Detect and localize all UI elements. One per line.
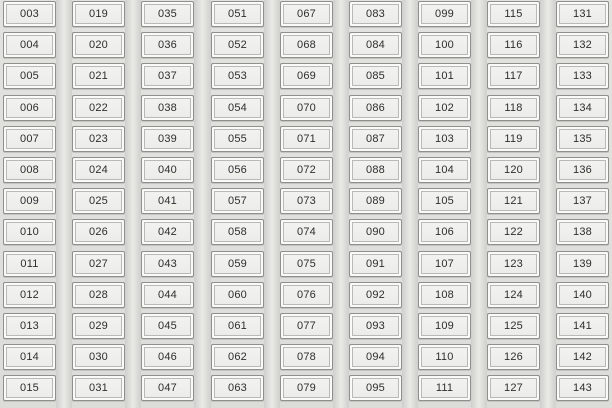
mailbox-door bbox=[72, 1, 125, 27]
mailbox-door bbox=[418, 32, 471, 58]
mailbox-door bbox=[349, 313, 402, 339]
mailbox-number-label: 054 bbox=[228, 102, 247, 114]
mailbox-door bbox=[141, 282, 194, 308]
mailbox-number-label: 023 bbox=[89, 133, 108, 145]
mailbox-number-label: 022 bbox=[89, 102, 108, 114]
mailbox-number-label: 009 bbox=[20, 195, 39, 207]
mailbox-door bbox=[72, 344, 125, 370]
mailbox-number-label: 003 bbox=[20, 8, 39, 20]
mailbox-number-label: 124 bbox=[504, 289, 523, 301]
mailbox-number-label: 127 bbox=[504, 382, 523, 394]
column-gap bbox=[125, 0, 141, 408]
mailbox-number-label: 019 bbox=[89, 8, 108, 20]
mailbox-number-label: 029 bbox=[89, 320, 108, 332]
mailbox-door bbox=[349, 188, 402, 214]
mailbox-number-label: 126 bbox=[504, 351, 523, 363]
mailbox-number-label: 094 bbox=[366, 351, 385, 363]
mailbox-number-label: 104 bbox=[435, 164, 454, 176]
mailbox-number-label: 038 bbox=[158, 102, 177, 114]
mailbox-door bbox=[141, 219, 194, 245]
mailbox-number-label: 103 bbox=[435, 133, 454, 145]
mailbox-door bbox=[349, 219, 402, 245]
mailbox-number-label: 116 bbox=[504, 39, 523, 51]
mailbox-number-label: 136 bbox=[573, 164, 592, 176]
mailbox-door bbox=[3, 157, 56, 183]
mailbox-number-label: 140 bbox=[573, 289, 592, 301]
mailbox-door bbox=[418, 344, 471, 370]
mailbox-door bbox=[349, 375, 402, 401]
mailbox-number-label: 043 bbox=[158, 258, 177, 270]
mailbox-door bbox=[141, 63, 194, 89]
mailbox-door bbox=[487, 251, 540, 277]
mailbox-door bbox=[556, 251, 609, 277]
mailbox-number-label: 012 bbox=[20, 289, 39, 301]
mailbox-number-label: 005 bbox=[20, 70, 39, 82]
mailbox-number-label: 088 bbox=[366, 164, 385, 176]
mailbox-door bbox=[141, 375, 194, 401]
mailbox-number-label: 138 bbox=[573, 226, 592, 238]
mailbox-door bbox=[280, 375, 333, 401]
mailbox-door bbox=[141, 157, 194, 183]
mailbox-door bbox=[556, 344, 609, 370]
mailbox-door bbox=[280, 1, 333, 27]
mailbox-number-label: 110 bbox=[435, 351, 454, 363]
mailbox-number-label: 059 bbox=[228, 258, 247, 270]
mailbox-number-label: 143 bbox=[573, 382, 592, 394]
mailbox-number-label: 041 bbox=[158, 195, 177, 207]
mailbox-door bbox=[211, 32, 264, 58]
mailbox-number-label: 084 bbox=[366, 39, 385, 51]
mailbox-number-label: 046 bbox=[158, 351, 177, 363]
mailbox-number-label: 135 bbox=[573, 133, 592, 145]
mailbox-number-label: 010 bbox=[20, 226, 39, 238]
mailbox-number-label: 087 bbox=[366, 133, 385, 145]
mailbox-number-label: 131 bbox=[573, 8, 592, 20]
mailbox-number-label: 123 bbox=[504, 258, 523, 270]
mailbox-door bbox=[141, 188, 194, 214]
mailbox-door bbox=[3, 251, 56, 277]
mailbox-door bbox=[3, 375, 56, 401]
mailbox-door bbox=[72, 282, 125, 308]
mailbox-door bbox=[487, 157, 540, 183]
mailbox-number-label: 031 bbox=[89, 382, 108, 394]
mailbox-door bbox=[72, 313, 125, 339]
mailbox-door bbox=[349, 1, 402, 27]
mailbox-door bbox=[349, 126, 402, 152]
mailbox-door bbox=[141, 95, 194, 121]
mailbox-number-label: 099 bbox=[435, 8, 454, 20]
column-gap bbox=[402, 0, 418, 408]
mailbox-door bbox=[556, 157, 609, 183]
mailbox-door bbox=[3, 95, 56, 121]
mailbox-number-label: 039 bbox=[158, 133, 177, 145]
mailbox-number-label: 107 bbox=[435, 258, 454, 270]
mailbox-number-label: 141 bbox=[573, 320, 592, 332]
mailbox-number-label: 035 bbox=[158, 8, 177, 20]
mailbox-door bbox=[211, 1, 264, 27]
mailbox-door bbox=[556, 219, 609, 245]
mailbox-door bbox=[72, 126, 125, 152]
mailbox-number-label: 072 bbox=[297, 164, 316, 176]
mailbox-door bbox=[418, 188, 471, 214]
mailbox-number-label: 125 bbox=[504, 320, 523, 332]
mailbox-number-label: 044 bbox=[158, 289, 177, 301]
mailbox-number-label: 004 bbox=[20, 39, 39, 51]
mailbox-door bbox=[487, 313, 540, 339]
mailbox-door bbox=[211, 375, 264, 401]
mailbox-door bbox=[211, 126, 264, 152]
mailbox-door bbox=[418, 63, 471, 89]
mailbox-number-label: 011 bbox=[20, 258, 39, 270]
mailbox-door bbox=[280, 313, 333, 339]
mailbox-door bbox=[211, 282, 264, 308]
mailbox-door bbox=[72, 188, 125, 214]
mailbox-door bbox=[3, 188, 56, 214]
mailbox-door bbox=[141, 126, 194, 152]
mailbox-door bbox=[72, 95, 125, 121]
mailbox-number-label: 045 bbox=[158, 320, 177, 332]
mailbox-door bbox=[280, 282, 333, 308]
mailbox-door bbox=[72, 375, 125, 401]
mailbox-number-label: 040 bbox=[158, 164, 177, 176]
mailbox-door bbox=[418, 313, 471, 339]
mailbox-number-label: 100 bbox=[435, 39, 454, 51]
mailbox-door bbox=[72, 219, 125, 245]
mailbox-door bbox=[3, 63, 56, 89]
mailbox-door bbox=[211, 95, 264, 121]
mailbox-number-label: 067 bbox=[297, 8, 316, 20]
mailbox-door bbox=[211, 63, 264, 89]
mailbox-number-label: 062 bbox=[228, 351, 247, 363]
mailbox-door bbox=[556, 313, 609, 339]
mailbox-door bbox=[487, 95, 540, 121]
mailbox-number-label: 052 bbox=[228, 39, 247, 51]
mailbox-number-label: 105 bbox=[435, 195, 454, 207]
mailbox-door bbox=[72, 63, 125, 89]
mailbox-door bbox=[280, 188, 333, 214]
mailbox-number-label: 079 bbox=[297, 382, 316, 394]
mailbox-door bbox=[280, 219, 333, 245]
mailbox-number-label: 057 bbox=[228, 195, 247, 207]
mailbox-number-label: 073 bbox=[297, 195, 316, 207]
mailbox-number-label: 132 bbox=[573, 39, 592, 51]
mailbox-number-label: 083 bbox=[366, 8, 385, 20]
mailbox-door bbox=[349, 63, 402, 89]
mailbox-door bbox=[3, 313, 56, 339]
mailbox-number-label: 133 bbox=[573, 70, 592, 82]
mailbox-door bbox=[211, 188, 264, 214]
mailbox-door bbox=[3, 1, 56, 27]
mailbox-number-label: 137 bbox=[573, 195, 592, 207]
mailbox-door bbox=[211, 251, 264, 277]
mailbox-door bbox=[556, 375, 609, 401]
mailbox-number-label: 021 bbox=[89, 70, 108, 82]
mailbox-number-label: 024 bbox=[89, 164, 108, 176]
mailbox-number-label: 060 bbox=[228, 289, 247, 301]
mailbox-door bbox=[280, 157, 333, 183]
mailbox-door bbox=[487, 188, 540, 214]
mailbox-number-label: 109 bbox=[435, 320, 454, 332]
column-gap bbox=[194, 0, 211, 408]
mailbox-door bbox=[418, 375, 471, 401]
mailbox-number-label: 086 bbox=[366, 102, 385, 114]
mailbox-door bbox=[141, 32, 194, 58]
mailbox-door bbox=[3, 32, 56, 58]
mailbox-door bbox=[3, 126, 56, 152]
mailbox-number-label: 089 bbox=[366, 195, 385, 207]
mailbox-door bbox=[487, 1, 540, 27]
mailbox-door bbox=[3, 282, 56, 308]
mailbox-door bbox=[487, 63, 540, 89]
column-gap bbox=[264, 0, 280, 408]
mailbox-door bbox=[211, 157, 264, 183]
mailbox-door bbox=[280, 32, 333, 58]
mailbox-door bbox=[280, 344, 333, 370]
mailbox-number-label: 069 bbox=[297, 70, 316, 82]
mailbox-number-label: 007 bbox=[20, 133, 39, 145]
mailbox-number-label: 106 bbox=[435, 226, 454, 238]
mailbox-door bbox=[141, 1, 194, 27]
column-gap bbox=[333, 0, 349, 408]
mailbox-number-label: 053 bbox=[228, 70, 247, 82]
mailbox-door bbox=[556, 188, 609, 214]
mailbox-number-label: 118 bbox=[504, 102, 523, 114]
mailbox-number-label: 142 bbox=[573, 351, 592, 363]
mailbox-number-label: 077 bbox=[297, 320, 316, 332]
mailbox-number-label: 058 bbox=[228, 226, 247, 238]
mailbox-number-label: 102 bbox=[435, 102, 454, 114]
mailbox-number-label: 092 bbox=[366, 289, 385, 301]
mailbox-door bbox=[418, 157, 471, 183]
mailbox-number-label: 055 bbox=[228, 133, 247, 145]
mailbox-door bbox=[72, 157, 125, 183]
mailbox-number-label: 121 bbox=[504, 195, 523, 207]
column-gap bbox=[56, 0, 72, 408]
mailbox-door bbox=[349, 251, 402, 277]
mailbox-number-label: 108 bbox=[435, 289, 454, 301]
mailbox-number-label: 026 bbox=[89, 226, 108, 238]
mailbox-number-label: 070 bbox=[297, 102, 316, 114]
mailbox-number-label: 014 bbox=[20, 351, 39, 363]
mailbox-door bbox=[418, 95, 471, 121]
mailbox-door bbox=[211, 219, 264, 245]
mailbox-number-label: 051 bbox=[228, 8, 247, 20]
mailbox-number-label: 075 bbox=[297, 258, 316, 270]
mailbox-door bbox=[487, 126, 540, 152]
mailbox-door bbox=[349, 344, 402, 370]
mailbox-door bbox=[418, 1, 471, 27]
mailbox-number-label: 025 bbox=[89, 195, 108, 207]
mailbox-door bbox=[556, 1, 609, 27]
mailbox-number-label: 056 bbox=[228, 164, 247, 176]
mailbox-number-label: 036 bbox=[158, 39, 177, 51]
mailbox-number-label: 134 bbox=[573, 102, 592, 114]
mailbox-door bbox=[418, 251, 471, 277]
mailbox-door bbox=[487, 375, 540, 401]
mailbox-door bbox=[556, 63, 609, 89]
mailbox-number-label: 090 bbox=[366, 226, 385, 238]
mailbox-door bbox=[280, 126, 333, 152]
mailbox-door bbox=[280, 63, 333, 89]
mailbox-number-label: 101 bbox=[435, 70, 454, 82]
mailbox-door bbox=[418, 219, 471, 245]
mailbox-door bbox=[418, 282, 471, 308]
mailbox-door bbox=[72, 32, 125, 58]
mailbox-door bbox=[141, 251, 194, 277]
mailbox-door bbox=[556, 95, 609, 121]
mailbox-number-label: 006 bbox=[20, 102, 39, 114]
mailbox-door bbox=[141, 313, 194, 339]
mailbox-door bbox=[349, 282, 402, 308]
mailbox-door bbox=[487, 344, 540, 370]
mailbox-door bbox=[72, 251, 125, 277]
mailbox-number-label: 078 bbox=[297, 351, 316, 363]
mailbox-number-label: 020 bbox=[89, 39, 108, 51]
mailbox-number-label: 008 bbox=[20, 164, 39, 176]
mailbox-number-label: 030 bbox=[89, 351, 108, 363]
mailbox-door bbox=[349, 95, 402, 121]
mailbox-number-label: 122 bbox=[504, 226, 523, 238]
mailbox-number-label: 091 bbox=[366, 258, 385, 270]
mailbox-number-label: 027 bbox=[89, 258, 108, 270]
mailbox-number-label: 074 bbox=[297, 226, 316, 238]
mailbox-door bbox=[487, 282, 540, 308]
mailbox-door bbox=[3, 219, 56, 245]
mailbox-number-label: 071 bbox=[297, 133, 316, 145]
mailbox-number-label: 068 bbox=[297, 39, 316, 51]
mailbox-number-label: 115 bbox=[504, 8, 523, 20]
mailbox-door bbox=[280, 251, 333, 277]
mailbox-number-label: 139 bbox=[573, 258, 592, 270]
mailbox-door bbox=[418, 126, 471, 152]
mailbox-number-label: 042 bbox=[158, 226, 177, 238]
mailbox-number-label: 015 bbox=[20, 382, 39, 394]
mailbox-number-label: 076 bbox=[297, 289, 316, 301]
mailbox-number-label: 095 bbox=[366, 382, 385, 394]
mailbox-number-label: 117 bbox=[504, 70, 523, 82]
mailbox-number-label: 028 bbox=[89, 289, 108, 301]
mailbox-door bbox=[349, 157, 402, 183]
mailbox-number-label: 037 bbox=[158, 70, 177, 82]
mailbox-number-label: 047 bbox=[158, 382, 177, 394]
mailbox-number-label: 093 bbox=[366, 320, 385, 332]
column-gap bbox=[471, 0, 487, 408]
mailbox-door bbox=[487, 219, 540, 245]
mailbox-door bbox=[141, 344, 194, 370]
mailbox-number-label: 119 bbox=[504, 133, 523, 145]
mailbox-door bbox=[487, 32, 540, 58]
mailbox-number-label: 111 bbox=[435, 382, 454, 394]
mailbox-number-label: 085 bbox=[366, 70, 385, 82]
mailbox-door bbox=[556, 126, 609, 152]
mailbox-number-label: 013 bbox=[20, 320, 39, 332]
mailbox-door bbox=[556, 282, 609, 308]
mailbox-number-label: 061 bbox=[228, 320, 247, 332]
mailbox-door bbox=[211, 344, 264, 370]
mailbox-door bbox=[280, 95, 333, 121]
column-gap bbox=[540, 0, 556, 408]
mailbox-door bbox=[3, 344, 56, 370]
mailbox-number-label: 120 bbox=[504, 164, 523, 176]
mailbox-door bbox=[211, 313, 264, 339]
mailbox-door bbox=[556, 32, 609, 58]
mailbox-door bbox=[349, 32, 402, 58]
mailbox-number-label: 063 bbox=[228, 382, 247, 394]
